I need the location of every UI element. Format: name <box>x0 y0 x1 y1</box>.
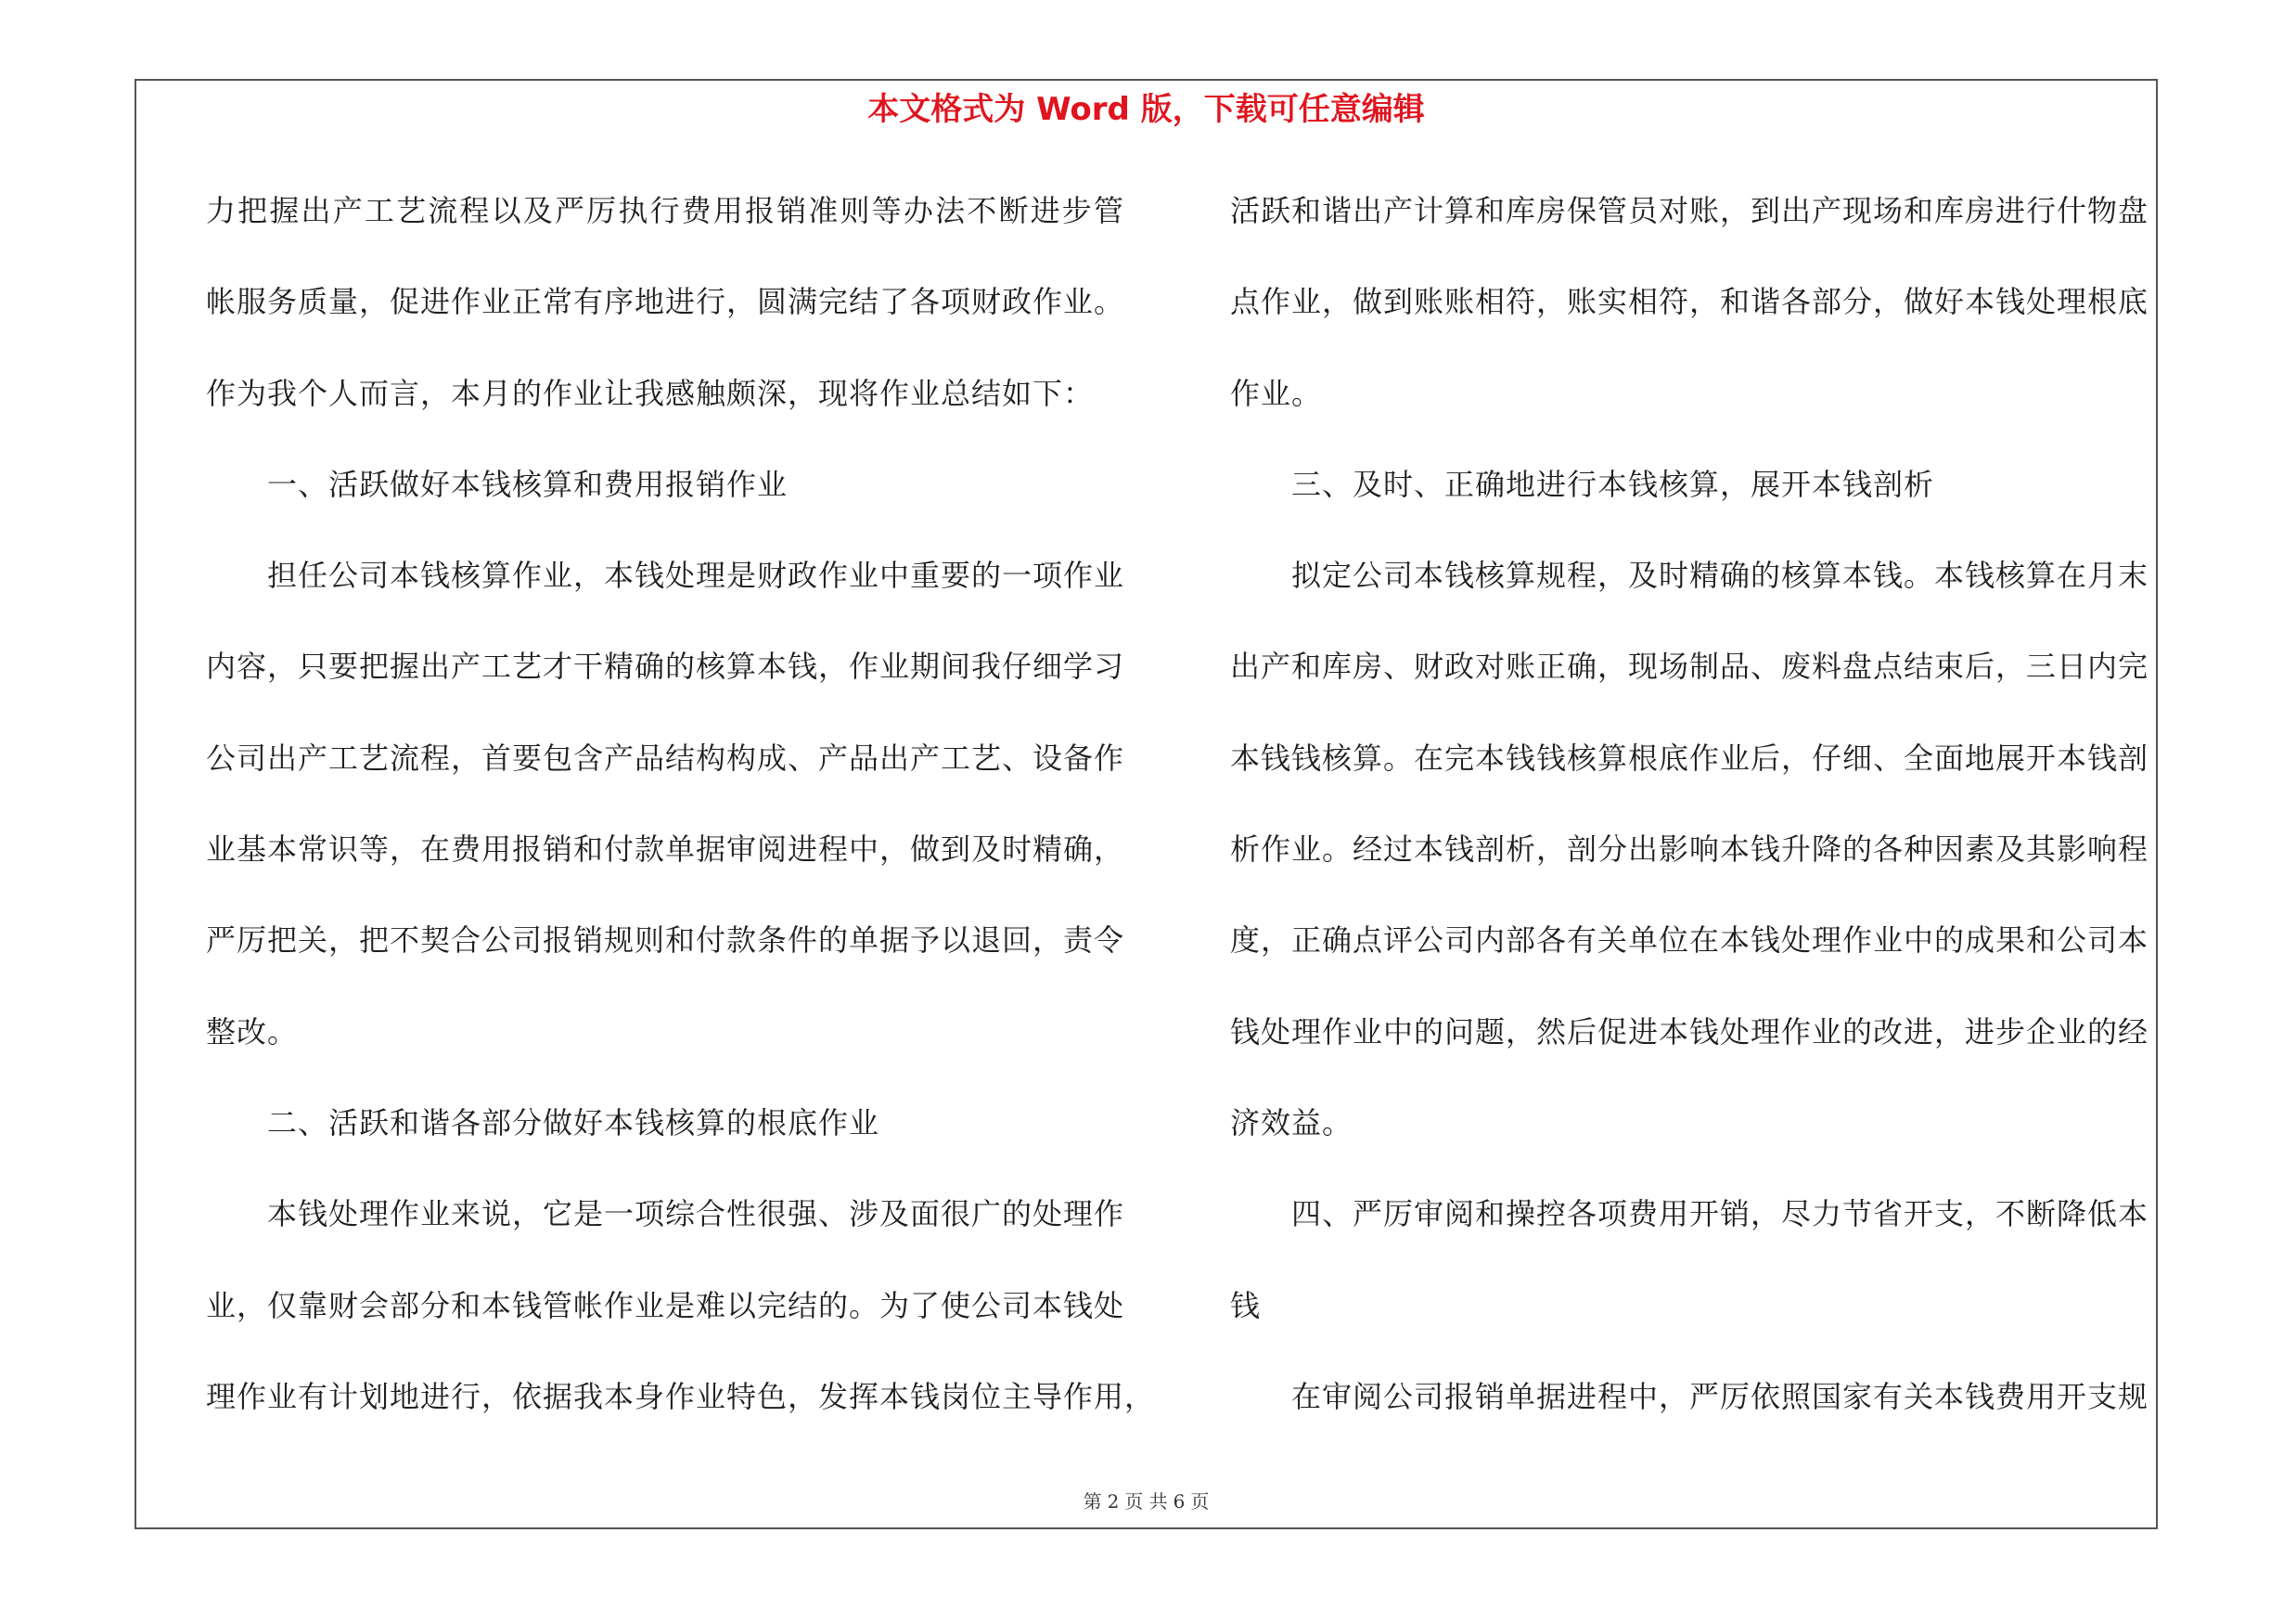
text-line: 作为我个人而言，本月的作业让我感触颇深，现将作业总结如下： <box>206 375 1095 411</box>
text-line: 作业。 <box>1230 375 1323 411</box>
page-number-footer <box>135 1488 2158 1515</box>
text-line: 严厉把关，把不契合公司报销规则和付款条件的单据予以退回，责令 <box>206 922 1125 959</box>
right-text-column <box>1230 181 2148 1458</box>
word-format-banner: 本文格式为 Word 版，下载可任意编辑 <box>867 91 1425 128</box>
text-line: 整改。 <box>206 1013 299 1050</box>
text-line: 力把握出产工艺流程以及严厉执行费用报销准则等办法不断进步管 <box>206 193 1124 228</box>
text-line: 析作业。经过本钱剖析，剖分出影响本钱升降的各种因素及其影响程 <box>1230 831 2149 868</box>
text-line: 业基本常识等，在费用报销和付款单据审阅进程中，做到及时精确， <box>206 831 1125 868</box>
text-line: 钱 <box>1230 1287 1262 1323</box>
text-line: 度，正确点评公司内部各有关单位在本钱处理作业中的成果和公司本 <box>1230 922 2149 959</box>
footer-suffix: 页 <box>1190 1490 1210 1513</box>
text-line: 活跃和谐出产计算和库房保管员对账，到出产现场和库房进行什物盘 <box>1230 193 2149 228</box>
left-text-column <box>206 181 1156 1458</box>
total-page-number: 6 <box>1173 1490 1186 1513</box>
text-line: 点作业，做到账账相符，账实相符，和谐各部分，做好本钱处理根底 <box>1230 284 2149 320</box>
section-heading: 二、活跃和谐各部分做好本钱核算的根底作业 <box>267 1104 880 1140</box>
text-line: 拟定公司本钱核算规程，及时精确的核算本钱。本钱核算在月末 <box>1291 558 2149 594</box>
section-heading: 一、活跃做好本钱核算和费用报销作业 <box>267 466 789 502</box>
text-line: 公司出产工艺流程，首要包含产品结构构成、产品出产工艺、设备作 <box>206 740 1125 776</box>
text-line: 在审阅公司报销单据进程中，严厉依照国家有关本钱费用开支规 <box>1291 1378 2149 1414</box>
current-page-number: 2 <box>1107 1490 1120 1513</box>
text-line: 帐服务质量，促进作业正常有序地进行，圆满完结了各项财政作业。 <box>206 284 1125 320</box>
text-line: 内容，只要把握出产工艺才干精确的核算本钱，作业期间我仔细学习 <box>206 649 1125 685</box>
text-line: 业，仅靠财会部分和本钱管帐作业是难以完结的。为了使公司本钱处 <box>206 1287 1125 1323</box>
text-line: 担任公司本钱核算作业，本钱处理是财政作业中重要的一项作业 <box>267 558 1125 594</box>
text-line: 理作业有计划地进行，依据我本身作业特色，发挥本钱岗位主导作用， <box>206 1378 1156 1414</box>
text-line: 本钱钱核算。在完本钱钱核算根底作业后，仔细、全面地展开本钱剖 <box>1230 740 2149 776</box>
text-line: 钱处理作业中的问题，然后促进本钱处理作业的改进，进步企业的经 <box>1230 1013 2149 1050</box>
text-line: 济效益。 <box>1230 1104 1353 1140</box>
text-line: 本钱处理作业来说，它是一项综合性很强、涉及面很广的处理作 <box>267 1196 1125 1232</box>
footer-prefix: 第 <box>1083 1490 1102 1513</box>
text-line: 出产和库房、财政对账正确，现场制品、废料盘点结束后，三日内完 <box>1230 649 2149 685</box>
footer-mid: 页 共 <box>1124 1490 1168 1513</box>
section-heading: 四、严厉审阅和操控各项费用开销，尽力节省开支，不断降低本 <box>1291 1196 2149 1232</box>
section-heading: 三、及时、正确地进行本钱核算，展开本钱剖析 <box>1291 466 1935 502</box>
